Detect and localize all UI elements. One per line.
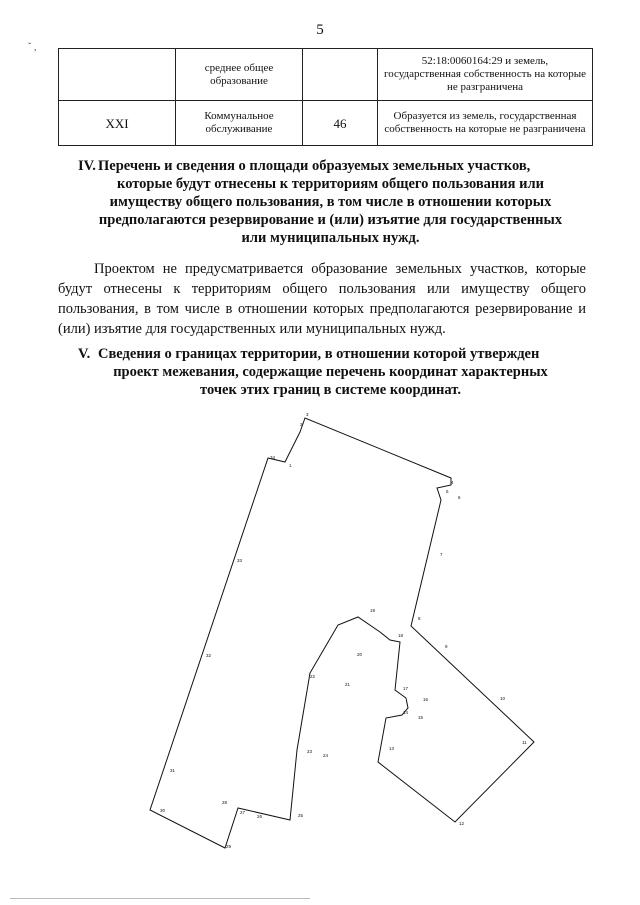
boundary-point-label: 23 (307, 749, 313, 754)
boundary-point-label: 21 (345, 682, 351, 687)
boundary-point-label: 7 (440, 552, 443, 557)
section-5-title-line: проект межевания, содержащие перечень координат характерных (113, 364, 548, 380)
boundary-point-label: 11 (522, 740, 527, 745)
section-4-title-line: или муниципальных нужд. (241, 230, 420, 246)
section-5-title-line: точек этих границ в системе координат. (200, 382, 461, 398)
boundary-scheme (0, 400, 640, 860)
boundary-point-label: 8 (418, 616, 421, 621)
table-cell-source: 52:18:0060164:29 и земель, государственная собственность на которые не разграничена (378, 49, 593, 101)
boundary-point-label: 29 (226, 844, 232, 849)
boundary-point-label: 12 (459, 821, 465, 826)
scan-mark: ˇ , (28, 42, 37, 53)
table-row (59, 49, 593, 101)
boundary-point-label: 13 (389, 746, 395, 751)
section-5-title-line: Сведения о границах территории, в отношении которой утвержден (98, 346, 540, 362)
section-4-heading (58, 157, 603, 247)
section-4-number: IV. (78, 158, 96, 174)
section-5-number: V. (78, 346, 91, 362)
boundary-point-label: 16 (423, 697, 429, 702)
boundary-point-label: 25 (298, 813, 304, 818)
boundary-point-label: 32 (206, 653, 212, 658)
table-cell-area: 46 (303, 101, 378, 146)
boundary-point-label: 20 (357, 652, 363, 657)
scan-edge-line (10, 898, 310, 899)
table-row (59, 101, 593, 146)
section-4-title-line: имуществу общего пользования, в том числе в отношении которых (109, 194, 552, 210)
table-cell-index (59, 49, 176, 101)
land-plots-table (58, 48, 593, 146)
section-4-title-line: Перечень и сведения о площади образуемых земельных участков, (98, 158, 531, 174)
table-cell-purpose: среднее общее образование (176, 49, 303, 101)
boundary-point-label: 5 (446, 489, 449, 494)
territory-boundary (150, 418, 534, 848)
boundary-point-label: 19 (370, 608, 376, 613)
table-cell-purpose: Коммунальное обслуживание (176, 101, 303, 146)
boundary-point-label: 3 (306, 412, 309, 417)
table-cell-index: XXI (59, 101, 176, 146)
section-5-heading (58, 345, 603, 399)
boundary-point-label: 28 (222, 800, 228, 805)
section-4-paragraph: Проектом не предусматривается образование земельных участков, которые будут отнесены к территориям общего пользования или имуществу общего пользования, в том числе в отношении которых предполагаются резервирование и (или) изъятие для государственных или муниципальных нужд. (58, 261, 586, 337)
section-4-title-line: предполагаются резервирование и (или) изъятие для государственных (98, 212, 563, 228)
boundary-point-label: 34 (270, 455, 276, 460)
boundary-point-label: 15 (418, 715, 424, 720)
boundary-point-label: 31 (170, 768, 176, 773)
boundary-point-label: 9 (445, 644, 448, 649)
boundary-point-label: 14 (403, 710, 409, 715)
boundary-point-label: 10 (500, 696, 506, 701)
table-cell-source: Образуется из земель, государственная собственность на которые не разграничена (378, 101, 593, 146)
boundary-point-label: 17 (403, 686, 409, 691)
boundary-point-label: 30 (160, 808, 166, 813)
boundary-point-label: 4 (451, 480, 454, 485)
boundary-point-label: 1 (289, 463, 292, 468)
table-cell-area (303, 49, 378, 101)
boundary-point-label: 22 (310, 674, 316, 679)
section-4-title-line: которые будут отнесены к территориям общего пользования или (117, 176, 544, 192)
boundary-point-label: 2 (300, 422, 303, 427)
boundary-point-label: 27 (240, 810, 246, 815)
boundary-point-label: 33 (237, 558, 243, 563)
boundary-point-label: 26 (257, 814, 263, 819)
boundary-point-label: 6 (458, 495, 461, 500)
page-number: 5 (316, 22, 324, 38)
boundary-point-label: 18 (398, 633, 404, 638)
boundary-point-label: 24 (323, 753, 329, 758)
